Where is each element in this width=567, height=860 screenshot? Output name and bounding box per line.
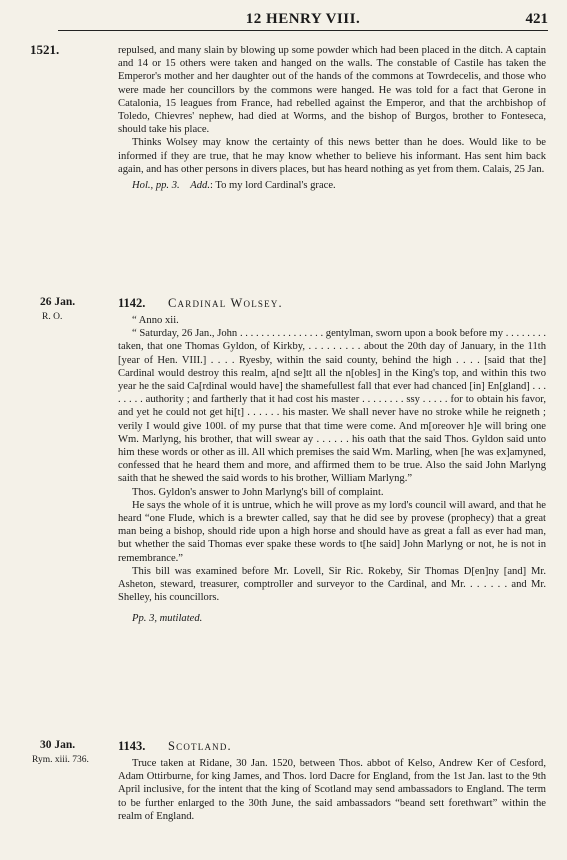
entry-1143-title: Scotland. xyxy=(168,739,232,753)
entry-1142-paragraph-2: Thos. Gyldon's answer to John Marlyng's bill of complaint. xyxy=(132,486,384,498)
entry-1143-paragraph-1: Truce taken at Ridane, 30 Jan. 1520, between Thos. abbot of Kelso, Andrew Ker of Cesford, Adam Ottirburne, for king James, and Thos. lord Dacre for England, from the 1st Jan. last to the 9th April inclusive, for the intent that the king of Scotland may send ambassadors to England. The term to be further enlarged to the 30th June, the said ambassadors “beand sett forethwart” within the realm of England. xyxy=(118,758,546,822)
entry-1142-number: 1142. xyxy=(118,296,146,310)
running-title: 12 HENRY VIII. xyxy=(245,11,361,27)
source-note-add: Add. xyxy=(190,180,210,192)
continued-letter xyxy=(118,44,546,192)
source-note xyxy=(118,179,546,192)
entry-1142-paragraph-3: He says the whole of it is untrue, which he will prove as my lord's council will award, and that he heard “one Flude, which is a brewter called, say that he did see by provese (prophecy) that a great man being a bishop, should ride upon a high horse and should have as great a fall as ever had man, but whether the said Thomas ever spake these words to t[he said] John Marlyng or not, he is not in remembrance.” xyxy=(118,499,546,564)
entry-1143-date: 30 Jan. xyxy=(40,739,76,751)
entry-1142-source-note: Pp. 3, mutilated. xyxy=(132,613,203,625)
entry-1142-date: 26 Jan. xyxy=(40,296,76,308)
running-header xyxy=(58,8,548,31)
continued-paragraph-2: Thinks Wolsey may know the certainty of this news better than he does. Would like to be informed if they are true, that he may know whether to believe his informant. Has sent him back again, and has other persons in divers places, but has heard nothing as yet from them. Calais, 25 Jan. xyxy=(118,137,546,175)
continued-paragraph: repulsed, and many slain by blowing up some powder which had been placed in the ditch. A captain and 14 or 15 others were taken and hanged on the walls. The constable of Castile has taken the Emperor's mother and her daughter out of the hands of the commons at Towrdecelis, and those who were made her councillors by the commons were hanged. He was told for a fact that Gerone in Catalonia, 15 leagues from France, had rebelled against the Emperor, and that the archbishop of Toledo, Chievres' nephew, had died at Worms, and the bishop of Burgos, brother to Fonteseca, should take his place. xyxy=(118,45,546,136)
source-note-address: : To my lord Cardinal's grace. xyxy=(209,180,336,192)
entry-1142-title: Cardinal Wolsey. xyxy=(168,296,283,310)
entry-1142-paragraph-1: “ Saturday, 26 Jan., John . . . . . . . . . . . . . . . . gentylman, sworn upon a book before my . . . . . . . . taken, that one Thomas Gyldon, of Kirkby, . . . . . . . . . about the 20th day of January, in the 11th [year of Hen. VIII.] . . . . Ryesby, within the said county, behind the high . . . . [said that the] Cardinal would destroy this realm, a[nd se]tt all the n[obles] in the King's top, and within this two year he the said Ca[rdinal would have] the shamefullest fall that ever had chanced [in] En[gland] . . . . . . . . authority ; and fartherly that it had cost his master . . . . . . . . ssy . . . . . for to obtain his favor, and yet he could not get hi[t] . . . . . . his master. We shall never have no stroke while he reigneth ; verily I would give 100l. of my purse that that time were come. And m[oreover h]e will bring one Wm. Marlyng, his brother, that will swear ay . . . . . . his oath that the said Thos. Gyldon said unto him these words or other as ill. All which premises the said Wm. Marling, when [he was ex]amyned, confessed that he heard them and more, and affirmed them to be true. Also the said John Marlyng saith that he shewed the said words to his brother, William Marlyng.” xyxy=(118,328,546,485)
page-number: 421 xyxy=(525,11,548,27)
year-marker: 1521. xyxy=(30,42,60,57)
entry-1143-ref: Rym. xiii. 736. xyxy=(32,755,89,765)
entry-1142-paragraph-4: This bill was examined before Mr. Lovell, Sir Ric. Rokeby, Sir Thomas D[en]ny [and] Mr. Asheton, steward, treasurer, comptroller and surveyor to the Cardinal, and Mr. . . . . . . and Mr. Shelley, his councillors. xyxy=(118,565,546,604)
entry-1143-number: 1143. xyxy=(118,739,146,753)
entry-1143-body xyxy=(118,757,546,823)
entry-1142-body xyxy=(118,314,546,626)
entry-1142-anno: “ Anno xii. xyxy=(132,315,179,326)
source-note-hol: Hol., pp. 3. xyxy=(132,180,180,192)
entry-1142-ref: R. O. xyxy=(42,312,63,322)
